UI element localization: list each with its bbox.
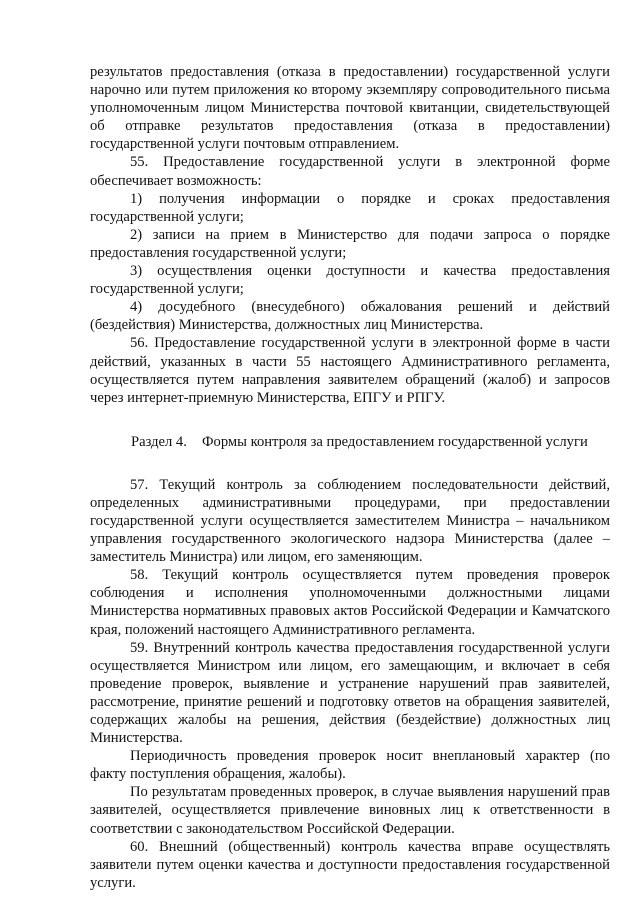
paragraph-56: 56. Предоставление государственной услуги в электронной форме в части действий, указанных в части 55 настоящего Административного регламента, осуществляется путем направления заявителем обращений (жалоб) и запросов через интернет-приемную Министерства, ЕПГУ и РПГУ. bbox=[90, 335, 610, 406]
section-heading bbox=[90, 433, 610, 451]
list-item-55-2: 2) записи на прием в Министерство для подачи запроса о порядке предоставления государственной услуги; bbox=[90, 226, 610, 261]
list-item-55-1: 1) получения информации о порядке и сроках предоставления государственной услуги; bbox=[90, 190, 610, 225]
paragraph-60: 60. Внешний (общественный) контроль качества вправе осуществлять заявители путем оценки качества и доступности предоставления государственной услуги. bbox=[90, 838, 610, 891]
paragraph-59-results: По результатам проведенных проверок, в случае выявления нарушений прав заявителей, осуществляется привлечение виновных лиц к ответственности в соответствии с законодательством Российской Федерации. bbox=[90, 784, 610, 837]
paragraph-55: 55. Предоставление государственной услуги в электронной форме обеспечивает возможность: bbox=[90, 154, 610, 189]
paragraph-59: 59. Внутренний контроль качества предоставления государственной услуги осуществляется Министром или лицом, его замещающим, и включает в себя проведение проверок, выявление и устранение нарушений прав заявителей, рассмотрение, принятие решений и подготовку ответов на обращения заявителей, содержащих жалобы на решения, действия (бездействие) должностных лиц Министерства. bbox=[90, 639, 610, 747]
paragraph-59-periodicity: Периодичность проведения проверок носит внеплановый характер (по факту поступления обращения, жалобы). bbox=[90, 748, 610, 783]
paragraph-continuation: результатов предоставления (отказа в предоставлении) государственной услуги нарочно или путем приложения ко второму экземпляру сопроводительного письма уполномоченным лицом Министерства почтовой квитанции, свидетельствующей об отправке результатов предоставления (отказа в предоставлении) государственной услуги почтовым отправлением. bbox=[90, 64, 610, 153]
document-page bbox=[90, 63, 610, 892]
section-title: Формы контроля за предоставлением государственной услуги bbox=[202, 433, 588, 450]
section-number: Раздел 4. bbox=[131, 433, 187, 450]
paragraph-58: 58. Текущий контроль осуществляется путем проведения проверок соблюдения и исполнения уполномоченными должностными лицами Министерства нормативных правовых актов Российской Федерации и Камчатского края, положений настоящего Административного регламента. bbox=[90, 567, 610, 638]
list-item-55-3: 3) осуществления оценки доступности и качества предоставления государственной услуги; bbox=[90, 263, 610, 298]
list-item-55-4: 4) досудебного (внесудебного) обжалования решений и действий (бездействия) Министерства, должностных лиц Министерства. bbox=[90, 299, 610, 334]
paragraph-57: 57. Текущий контроль за соблюдением последовательности действий, определенных административными процедурами, при предоставлении государственной услуги осуществляется заместителем Министра – начальником управления государственного экологического надзора Министерства (далее – заместитель Министра) или лицом, его заменяющим. bbox=[90, 476, 610, 566]
